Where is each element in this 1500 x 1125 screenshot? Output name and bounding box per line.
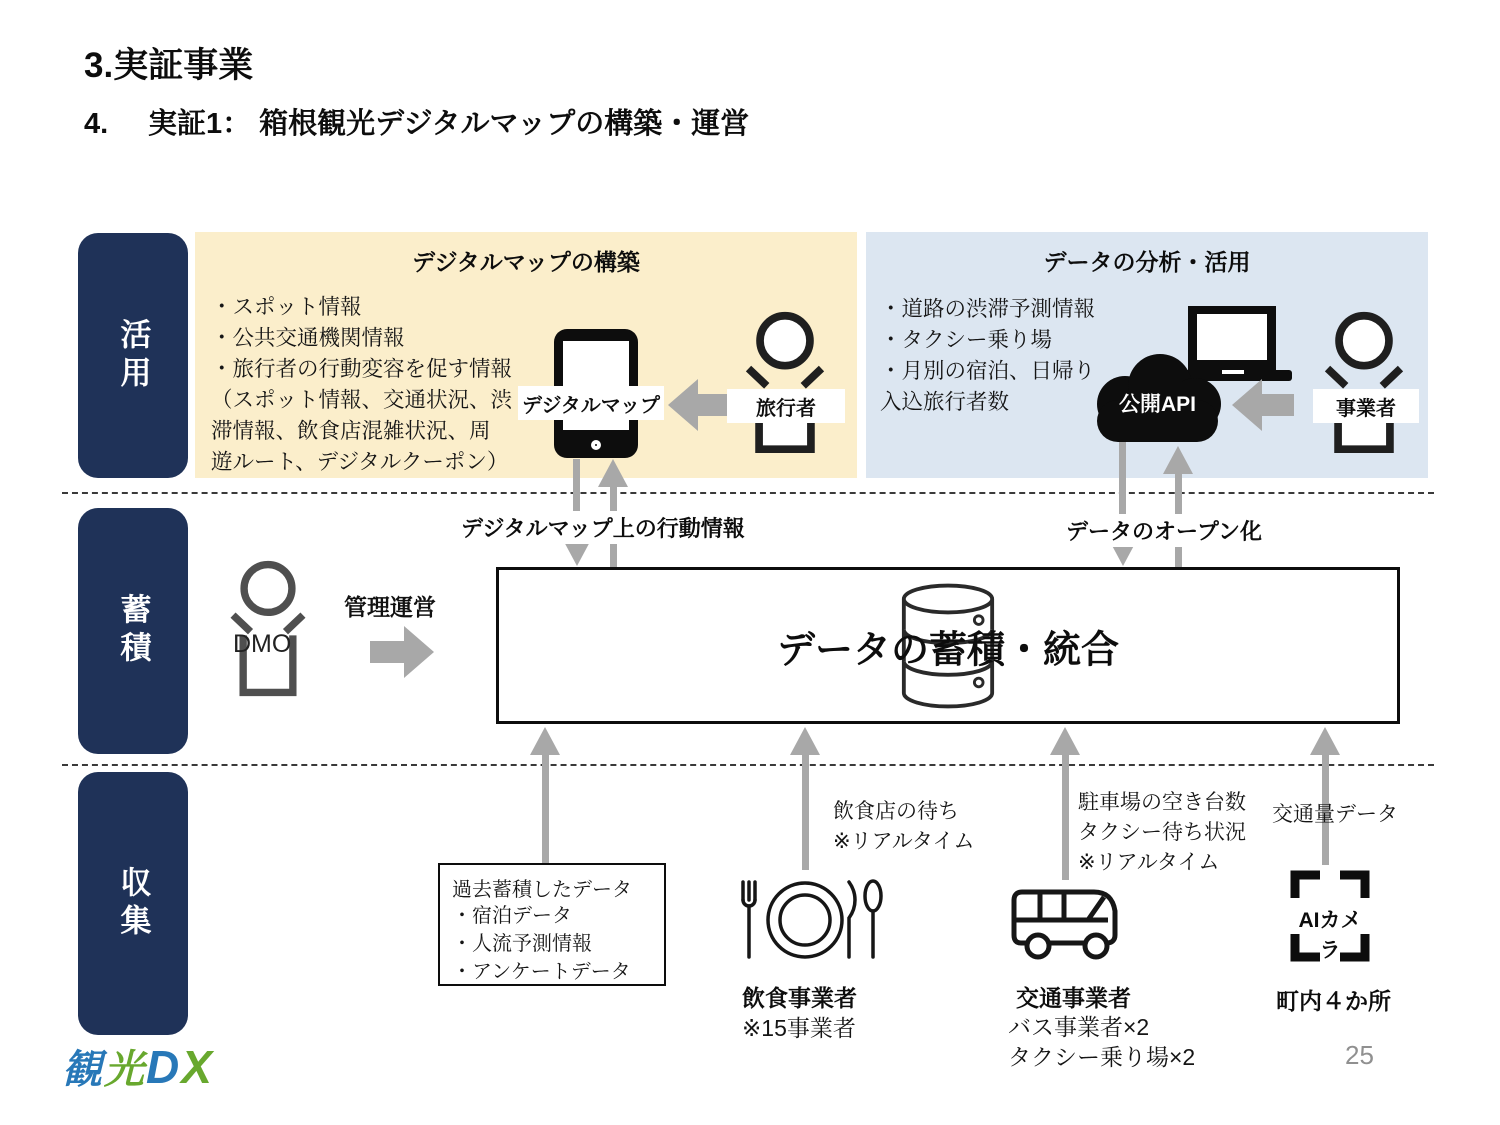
public-api-cloud-icon (1085, 348, 1230, 444)
transport-operator-name: 交通事業者 (1016, 985, 1131, 1011)
subtitle-text: 実証1： 箱根観光デジタルマップの構築・運営 (148, 108, 750, 140)
manage-operate-label: 管理運営 (344, 594, 436, 620)
past-data-line (542, 753, 549, 863)
parking-note-line: タクシー待ち状況 (1078, 821, 1246, 844)
band-storage-label: 蓄積 (115, 593, 151, 669)
logo-char: 光 (104, 1048, 146, 1092)
dashed-divider-top (62, 492, 1434, 494)
analysis-bullet: ・道路の渋滞予測情報 (880, 297, 1096, 321)
past-data-item: ・宿泊データ (452, 905, 572, 927)
band-utilization (78, 233, 188, 478)
past-data-title: 過去蓄積したデータ (452, 879, 632, 901)
data-storage-title: データの蓄積・統合 (776, 629, 1119, 671)
transport-operator-note2: タクシー乗り場×2 (1008, 1044, 1196, 1070)
restaurant-operator-note: ※15事業者 (742, 1015, 856, 1041)
kanko-dx-logo (62, 1038, 214, 1095)
dmo-icon (222, 552, 314, 704)
traffic-volume-line: 交通量データ (1272, 803, 1398, 826)
parking-note-line: ※リアルタイム (1078, 851, 1220, 874)
analysis-bullet: ・月別の宿泊、日帰り (880, 359, 1096, 383)
analysis-panel-bullets (880, 294, 1095, 418)
build-bullet: 滞情報、飲食店混雑状況、周 (211, 419, 491, 443)
transport-arrowhead (1050, 727, 1080, 755)
traveler-label: 旅行者 (727, 389, 845, 423)
parking-note-line: 駐車場の空き台数 (1078, 791, 1246, 814)
business-to-api-arrow (1232, 377, 1294, 433)
subtitle-number: 4. (84, 108, 109, 140)
page-number: 25 (1345, 1040, 1374, 1070)
page-title: 3.実証事業 (84, 46, 254, 85)
logo-char: 観 (62, 1048, 104, 1092)
analysis-panel-title: データの分析・活用 (1043, 249, 1251, 275)
analysis-bullet: ・タクシー乗り場 (880, 328, 1053, 352)
digital-map-label: デジタルマップ (518, 386, 664, 420)
map-up-arrowhead (598, 459, 628, 487)
band-utilization-label: 活用 (115, 317, 151, 394)
traffic-volume-note (1272, 800, 1398, 830)
bus-icon (1008, 884, 1130, 964)
camera-arrowhead (1310, 727, 1340, 755)
logo-char: D (146, 1041, 182, 1093)
build-bullet: ・旅行者の行動変容を促す情報 (211, 357, 513, 381)
behavior-info-label: デジタルマップ上の行動情報 (455, 511, 751, 544)
logo-char: X (181, 1041, 214, 1093)
dmo-to-storage-arrow (370, 622, 434, 682)
open-data-label: データのオープン化 (1060, 514, 1268, 547)
ai-camera-icon (1290, 868, 1370, 964)
dmo-label: DMO (233, 630, 292, 658)
ai-camera-note: 町内４か所 (1276, 988, 1391, 1014)
business-operator-icon (1316, 306, 1412, 458)
build-bullet: （スポット情報、交通状況、渋 (211, 388, 513, 412)
traveler-icon (737, 306, 833, 458)
restaurant-wait-line: ※リアルタイム (833, 830, 975, 853)
transport-operator-note1: バス事業者×2 (1008, 1014, 1150, 1040)
restaurant-operator-name: 飲食事業者 (742, 985, 857, 1011)
ai-camera-label: AIカメラ (1298, 909, 1362, 962)
build-panel-bullets (211, 292, 512, 478)
public-api-label: 公開API (1118, 393, 1196, 416)
past-data-item: ・アンケートデータ (452, 961, 631, 983)
build-bullet: 遊ルート、デジタルクーポン） (211, 450, 509, 474)
traveler-to-map-arrow (668, 377, 730, 433)
past-data-lines (452, 902, 631, 986)
data-storage-box (496, 567, 1400, 724)
dashed-divider-bottom (62, 764, 1434, 766)
band-storage (78, 508, 188, 754)
restaurant-arrowhead (790, 727, 820, 755)
past-data-arrowhead (530, 727, 560, 755)
page-subtitle (84, 101, 749, 142)
past-data-box (438, 863, 666, 986)
band-collection (78, 772, 188, 1035)
restaurant-wait-note (833, 797, 975, 857)
build-bullet: ・スポット情報 (211, 295, 362, 319)
parking-note (1078, 788, 1246, 878)
build-panel-title: デジタルマップの構築 (412, 249, 640, 275)
smartphone-home-button (591, 440, 601, 450)
build-bullet: ・公共交通機関情報 (211, 326, 405, 350)
business-operator-label: 事業者 (1313, 389, 1419, 423)
band-collection-label: 収集 (115, 865, 151, 942)
restaurant-line (802, 753, 809, 870)
analysis-bullet: 入込旅行者数 (880, 390, 1010, 414)
transport-line (1062, 753, 1069, 880)
past-data-item: ・人流予測情報 (452, 933, 592, 955)
restaurant-icon (733, 872, 883, 967)
restaurant-wait-line: 飲食店の待ち (833, 800, 959, 823)
api-up-arrowhead (1163, 446, 1193, 474)
